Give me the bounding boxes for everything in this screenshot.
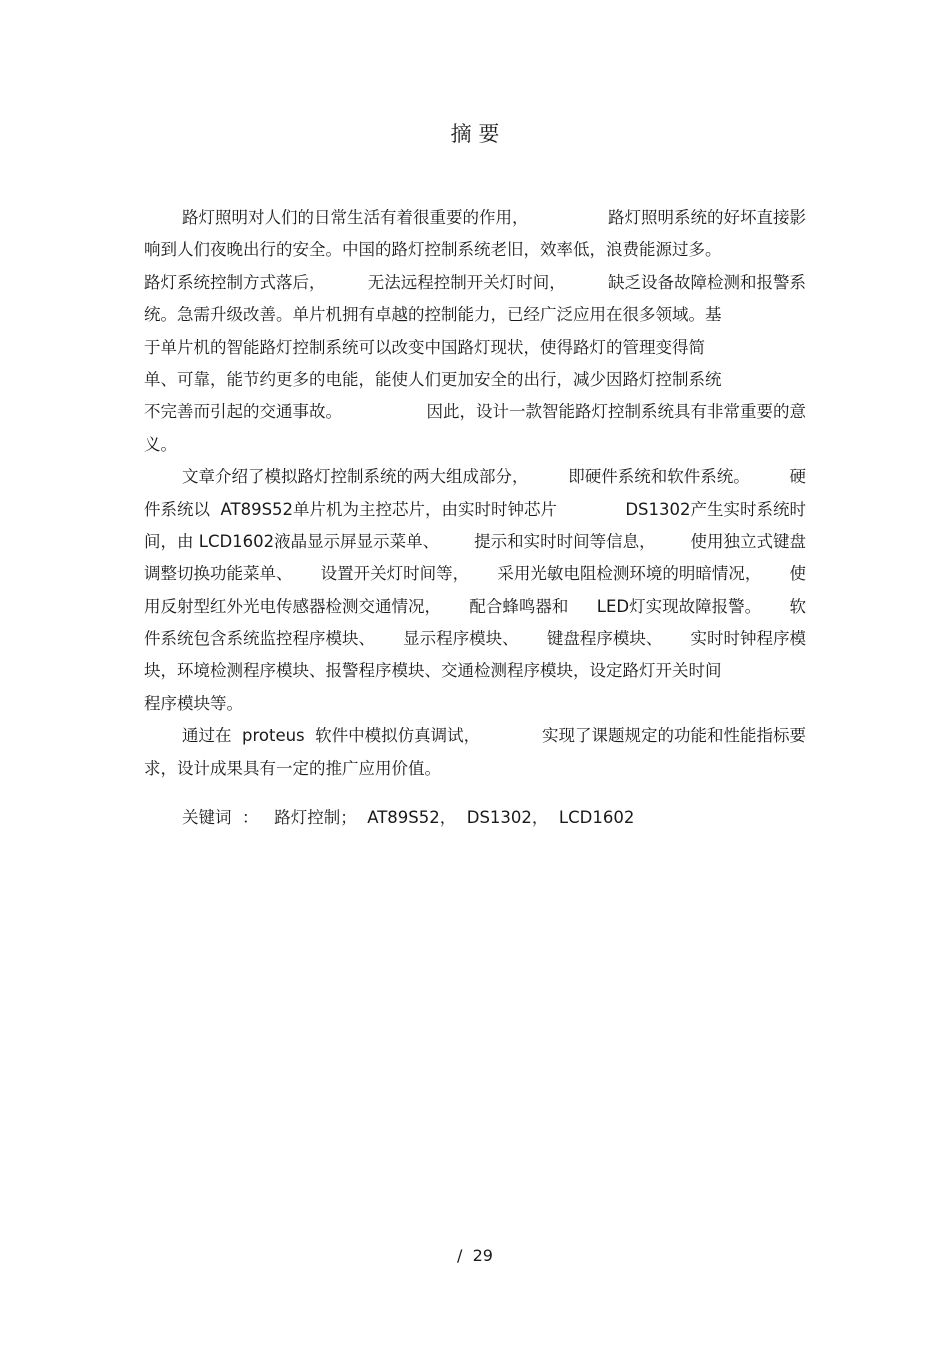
text-segment: 即硬件系统和软件系统。 — [568, 467, 750, 487]
text-segment: 无法远程控制开关灯时间， — [367, 272, 566, 292]
text-segment: 路灯系统控制方式落后， — [144, 272, 326, 292]
text-segment: 不完善而引起的交通事故。 — [144, 402, 342, 422]
text-segment: 间，由 LCD1602液晶显示屏显示菜单、 — [144, 531, 440, 551]
text-line — [144, 655, 806, 687]
text-segment: 义。 — [144, 434, 177, 454]
text-segment: 使 — [789, 564, 806, 584]
text-line — [144, 494, 806, 526]
text-segment: 提示和实时时间等信息， — [474, 531, 656, 551]
text-segment: LED灯实现故障报警。 — [596, 596, 762, 616]
text-line — [144, 558, 806, 590]
text-line — [144, 202, 806, 234]
text-segment: 采用光敏电阻检测环境的明暗情况， — [497, 564, 762, 584]
text-segment: 实时时钟程序模 — [690, 629, 806, 649]
keywords-line: 关键词 ： 路灯控制； AT89S52， DS1302， LCD1602 — [182, 808, 635, 827]
text-segment: 缺乏设备故障检测和报警系 — [608, 272, 806, 292]
text-segment: 于单片机的智能路灯控制系统可以改变中国路灯现状，使得路灯的管理变得简 — [144, 337, 705, 357]
text-segment: DS1302产生实时系统时 — [625, 499, 806, 519]
text-segment: 求，设计成果具有一定的推广应用价值。 — [144, 758, 441, 778]
text-line — [144, 526, 806, 558]
text-line — [144, 753, 806, 785]
text-segment: 统。急需升级改善。单片机拥有卓越的控制能力，已经广泛应用在很多领域。基 — [144, 305, 722, 325]
text-segment: 件系统以 AT89S52单片机为主控芯片，由实时时钟芯片 — [144, 499, 558, 519]
text-segment: 实现了课题规定的功能和性能指标要 — [542, 726, 806, 746]
text-segment: 硬 — [789, 467, 806, 487]
text-segment: 单、可靠，能节约更多的电能，能使人们更加安全的出行，减少因路灯控制系统 — [144, 369, 722, 389]
text-segment: 通过在 proteus 软件中模拟仿真调试， — [182, 726, 481, 746]
text-segment: 用反射型红外光电传感器检测交通情况， — [144, 596, 441, 616]
text-segment: 软 — [789, 596, 806, 616]
text-segment: 块，环境检测程序模块、报警程序模块、交通检测程序模块，设定路灯开关时间 — [144, 661, 722, 681]
text-segment: 显示程序模块、 — [403, 629, 519, 649]
text-segment: 键盘程序模块、 — [546, 629, 663, 649]
text-line — [144, 332, 806, 364]
text-segment: 设置开关灯时间等， — [320, 564, 470, 584]
text-line — [144, 234, 806, 266]
text-segment: 文章介绍了模拟路灯控制系统的两大组成部分， — [182, 467, 529, 487]
text-segment: 程序模块等。 — [144, 693, 243, 713]
text-segment: 件系统包含系统监控程序模块、 — [144, 629, 375, 649]
text-segment: 调整切换功能菜单、 — [144, 564, 293, 584]
text-line — [144, 720, 806, 752]
text-line — [144, 591, 806, 623]
text-segment: 路灯照明系统的好坏直接影 — [608, 208, 806, 227]
text-line — [144, 396, 806, 428]
text-line — [144, 364, 806, 396]
text-segment: 路灯照明对人们的日常生活有着很重要的作用， — [182, 208, 529, 227]
text-line — [144, 623, 806, 655]
text-segment: 响到人们夜晚出行的安全。中国的路灯控制系统老旧，效率低，浪费能源过多。 — [144, 240, 722, 260]
text-segment: 因此，设计一款智能路灯控制系统具有非常重要的意 — [426, 402, 806, 422]
text-line — [144, 461, 806, 493]
text-segment: 使用独立式键盘 — [690, 531, 806, 551]
page-number: / 29 — [457, 1246, 493, 1265]
text-segment: 配合蜂鸣器和 — [469, 596, 569, 616]
text-line — [144, 688, 806, 720]
abstract-title: 摘 要 — [450, 122, 500, 146]
abstract-body — [144, 202, 806, 785]
text-line — [144, 429, 806, 461]
text-line — [144, 299, 806, 331]
text-line — [144, 267, 806, 299]
